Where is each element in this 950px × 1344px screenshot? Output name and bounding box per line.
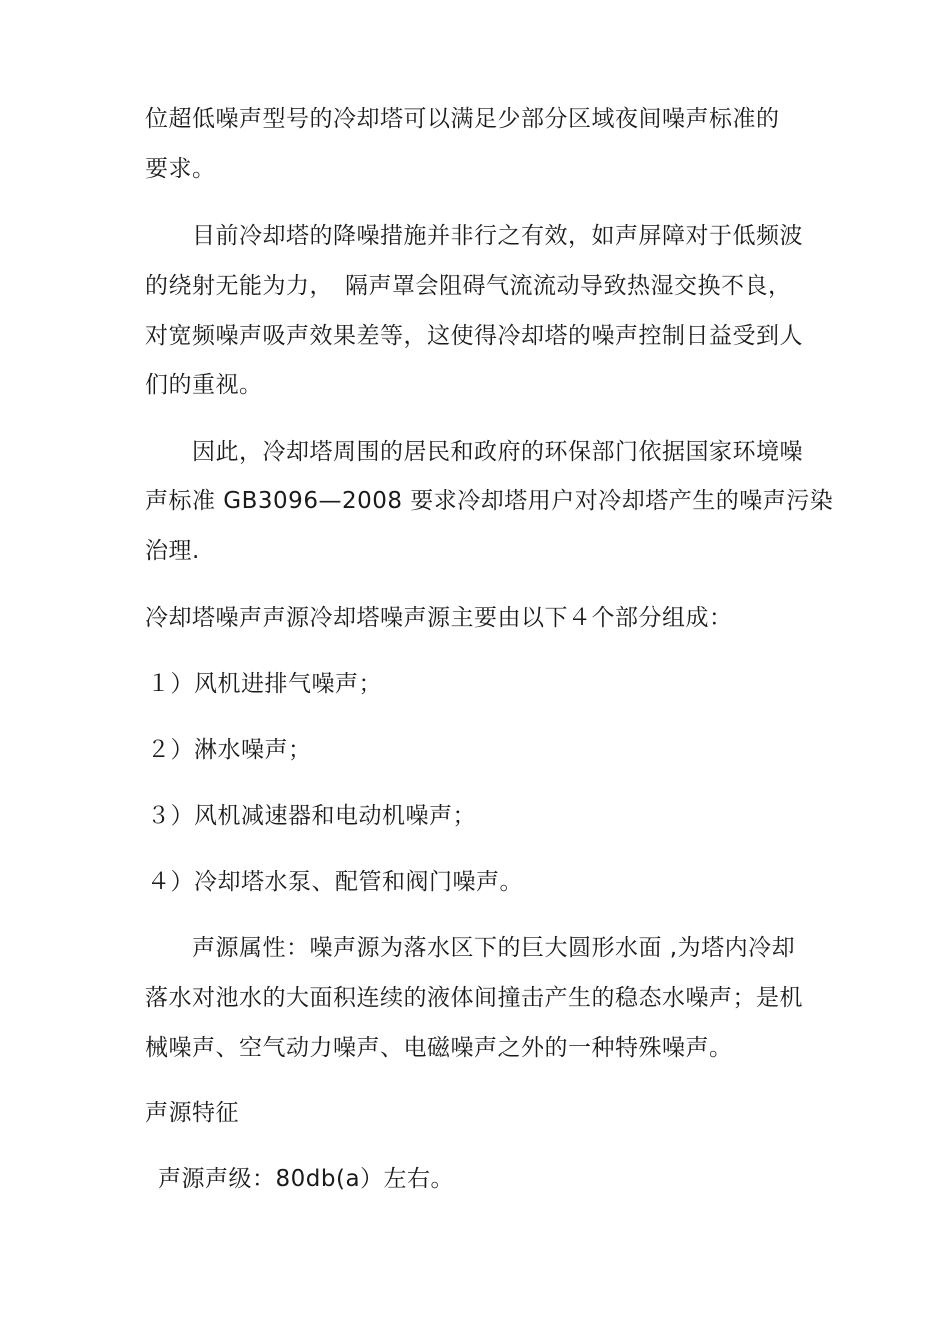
paragraph-1-line-2: 要求。	[145, 156, 216, 182]
paragraph-1-line-1: 位超低噪声型号的冷却塔可以满足少部分区域夜间噪声标准的	[145, 106, 780, 132]
paragraph-3-line-1: 因此，冷却塔周围的居民和政府的环保部门依据国家环境噪	[192, 439, 803, 465]
sources-intro: 冷却塔噪声声源冷却塔噪声源主要由以下４个部分组成：	[145, 605, 733, 631]
list-item: １）风机进排气噪声；	[147, 671, 382, 697]
sound-level: 声源声级：80db(a）左右。	[158, 1166, 455, 1192]
paragraph-2-line-2: 的绕射无能为力， 隔声罩会阻碍气流流动导致热湿交换不良，	[145, 273, 792, 299]
list-item: ２）淋水噪声；	[147, 737, 312, 763]
list-item: ３）风机减速器和电动机噪声；	[147, 803, 476, 829]
paragraph-3-line-2: 声标准 GB3096—2008 要求冷却塔用户对冷却塔产生的噪声污染	[145, 488, 834, 514]
paragraph-4-line-2: 落水对池水的大面积连续的液体间撞击产生的稳态水噪声；是机	[145, 985, 803, 1011]
list-item: ４）冷却塔水泵、配管和阀门噪声。	[147, 869, 523, 895]
paragraph-3-line-3: 治理.	[145, 538, 200, 564]
paragraph-4-line-3: 械噪声、空气动力噪声、电磁噪声之外的一种特殊噪声。	[145, 1035, 733, 1061]
paragraph-4-line-1: 声源属性：噪声源为落水区下的巨大圆形水面 ,为塔内冷却	[192, 935, 796, 961]
paragraph-2-line-1: 目前冷却塔的降噪措施并非行之有效，如声屏障对于低频波	[192, 223, 803, 249]
paragraph-2-line-3: 对宽频噪声吸声效果差等，这使得冷却塔的噪声控制日益受到人	[145, 323, 803, 349]
feature-heading: 声源特征	[145, 1100, 239, 1126]
paragraph-2-line-4: 们的重视。	[145, 372, 263, 398]
